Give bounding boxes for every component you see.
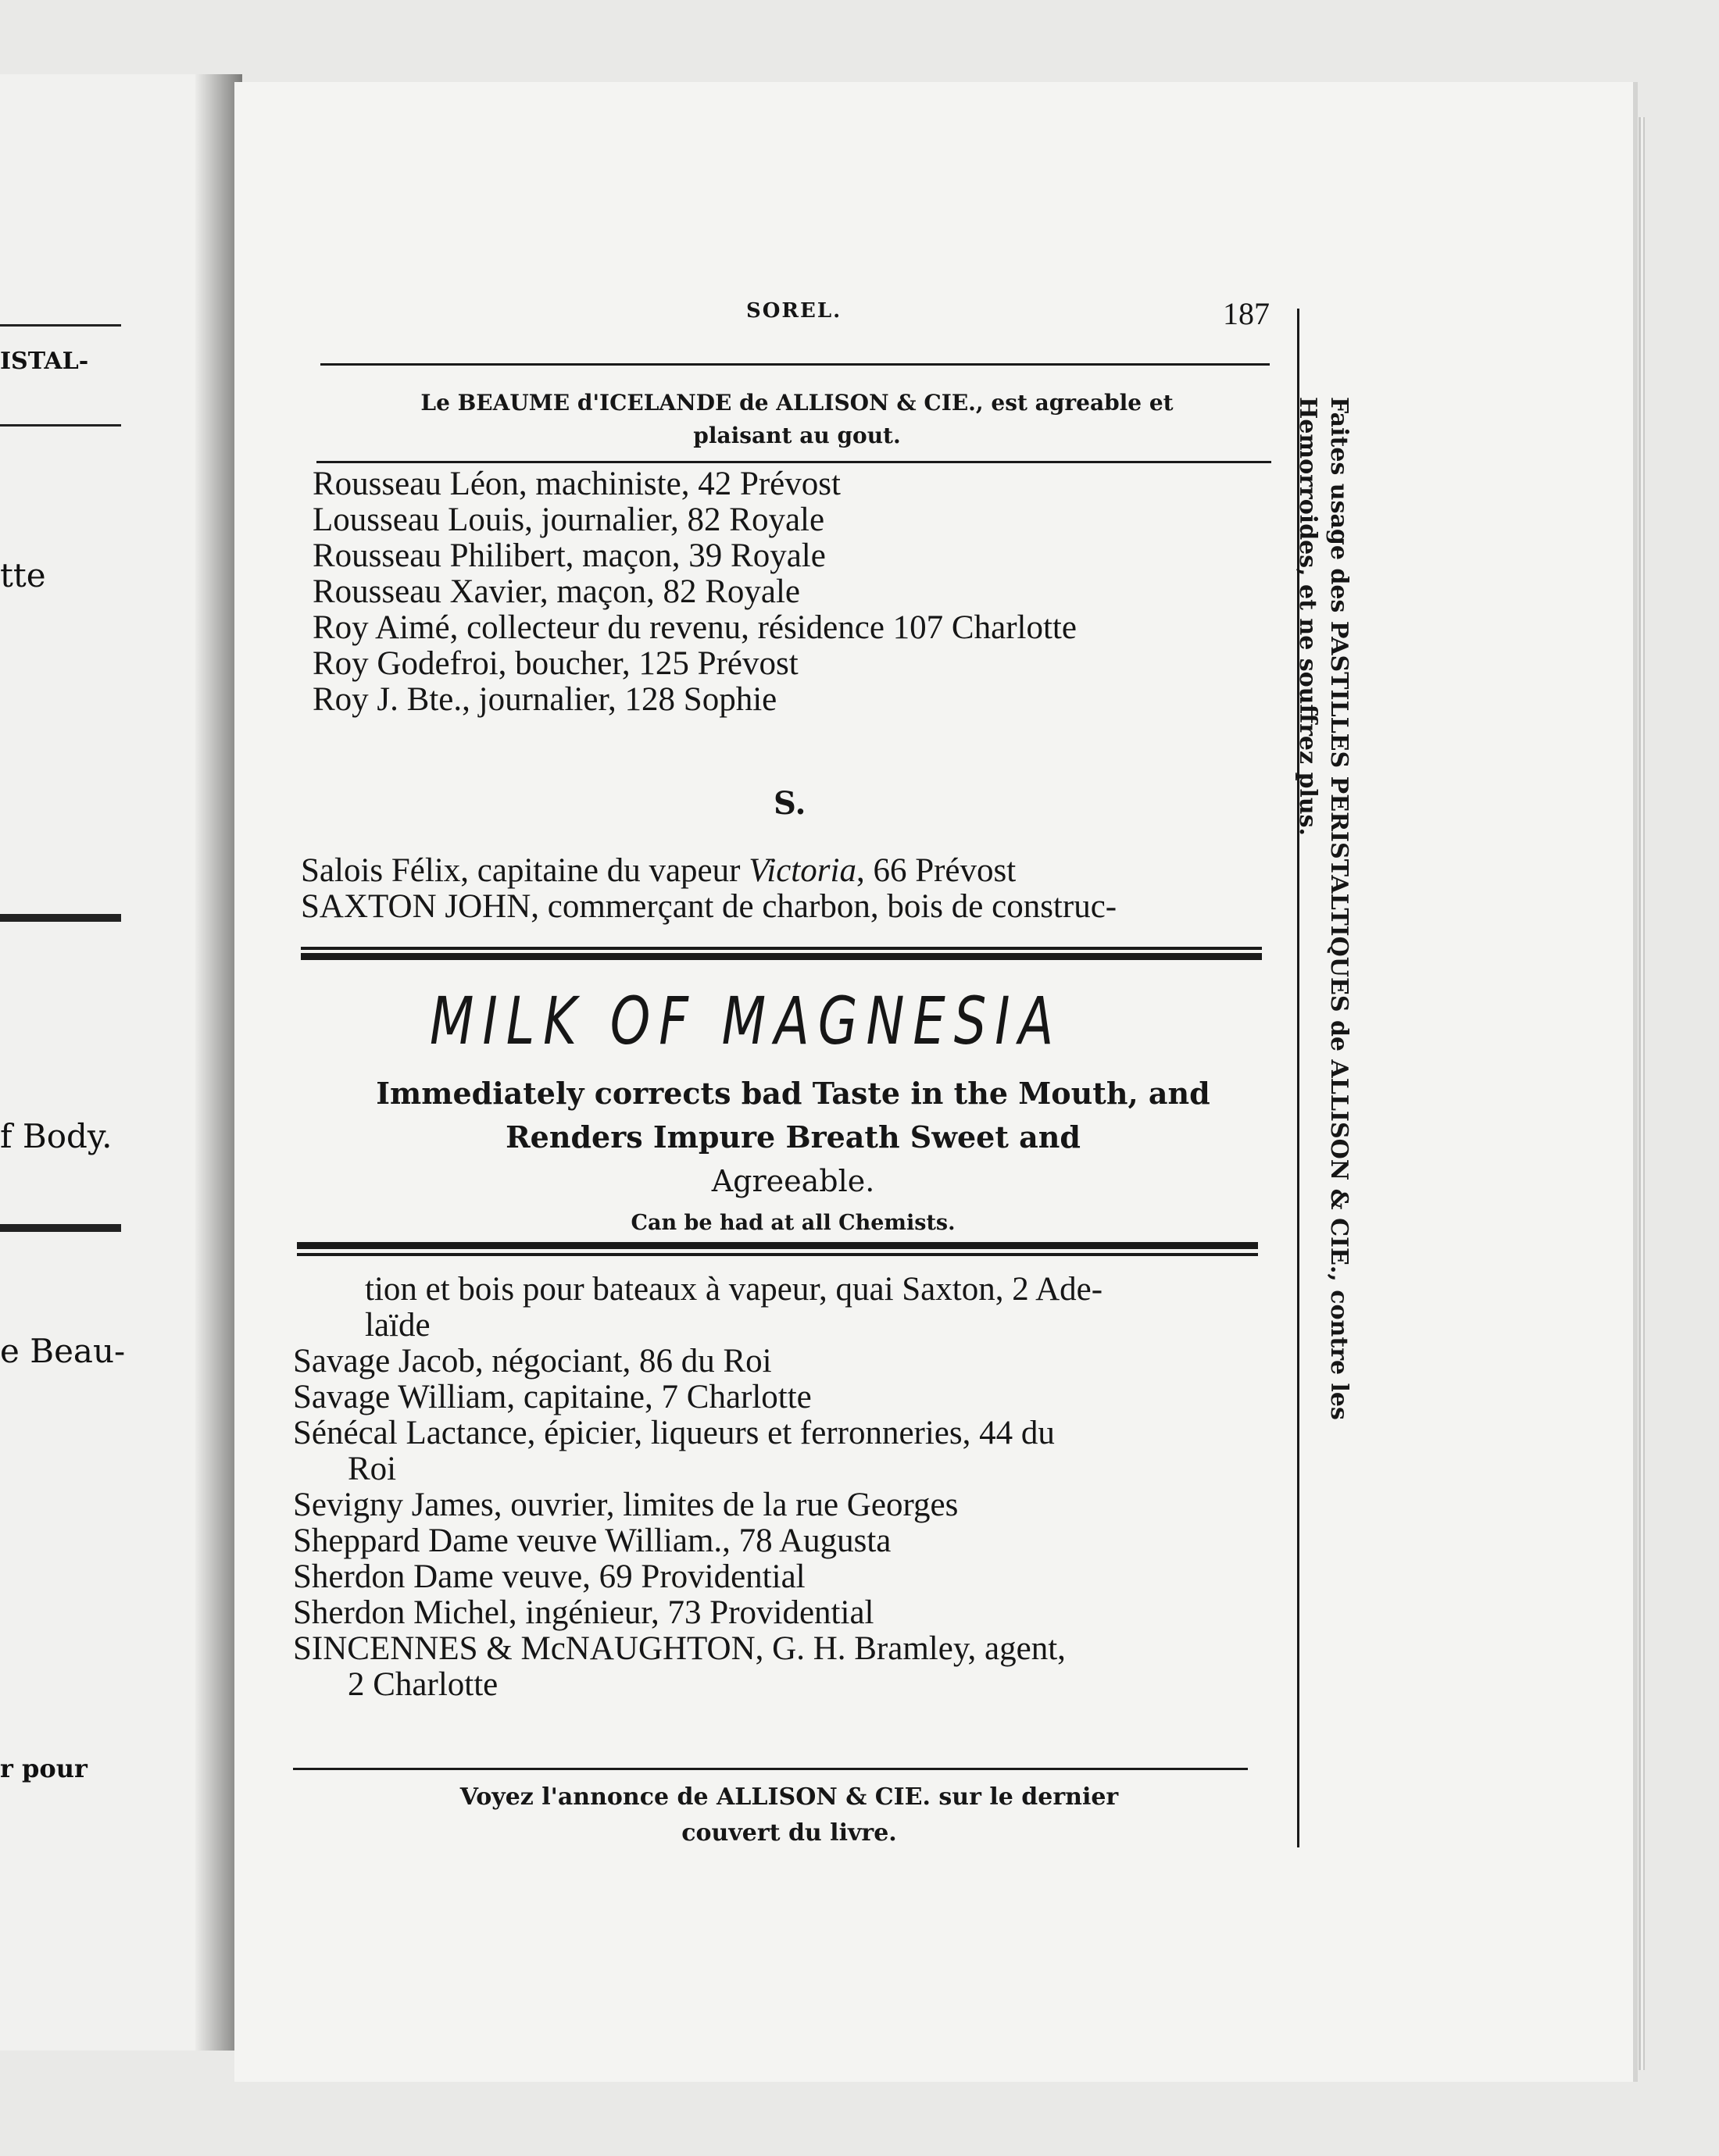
ad-rule-double	[297, 1242, 1258, 1249]
bottom-advertisement	[313, 1779, 1266, 1851]
top-ad-rule	[316, 461, 1271, 463]
section-heading: S.	[774, 785, 806, 822]
directory-entry: Savage William, capitaine, 7 Charlotte	[293, 1379, 812, 1415]
left-page-fragment: ISTAL-	[0, 348, 89, 375]
left-page-fragment: r pour	[0, 1754, 88, 1783]
directory-entry: SINCENNES & McNAUGHTON, G. H. Bramley, agent, 2 Charlotte	[293, 1630, 1066, 1703]
left-page-rule	[0, 424, 121, 427]
left-page-fragment: f Body.	[0, 1117, 113, 1155]
milk-ad-line: Renders Impure Breath Sweet and	[506, 1119, 1081, 1155]
directory-entry: Rousseau Xavier, maçon, 82 Royale	[313, 573, 801, 610]
left-page-rule	[0, 1224, 121, 1232]
left-page-fragment: tte	[0, 556, 46, 594]
ad-rule-double	[297, 1253, 1258, 1256]
page-number: 187	[1223, 296, 1270, 331]
milk-of-magnesia-title: MILK OF MAGNESIA	[430, 983, 1063, 1059]
header-rule	[320, 363, 1270, 366]
directory-entry: Sherdon Dame veuve, 69 Providential	[293, 1558, 806, 1595]
directory-entry: tion et bois pour bateaux à vapeur, quai Saxton, 2 Ade- laïde	[365, 1271, 1103, 1344]
directory-entry: Lousseau Louis, journalier, 82 Royale	[313, 502, 825, 538]
directory-entry: Sénécal Lactance, épicier, liqueurs et ferronneries, 44 du Roi	[293, 1415, 1055, 1487]
directory-entry: Sheppard Dame veuve William., 78 Augusta	[293, 1522, 892, 1559]
left-page-rule	[0, 324, 121, 327]
top-ad-line: Le BEAUME d'ICELANDE de ALLISON & CIE., est agreable et	[420, 390, 1174, 416]
directory-entry: Rousseau Léon, machiniste, 42 Prévost	[313, 466, 841, 502]
bottom-ad-line: Voyez l'annonce de ALLISON & CIE. sur le dernier	[459, 1783, 1119, 1811]
milk-ad-footer: Can be had at all Chemists.	[631, 1211, 956, 1235]
directory-entry: Savage Jacob, négociant, 86 du Roi	[293, 1343, 772, 1380]
directory-entry: Salois Félix, capitaine du vapeur Victoria, 66 Prévost	[301, 852, 1017, 889]
top-ad-line: plaisant au gout.	[693, 423, 901, 448]
left-page-rule	[0, 914, 121, 922]
directory-entry: Rousseau Philibert, maçon, 39 Royale	[313, 537, 826, 574]
directory-entry: Sherdon Michel, ingénieur, 73 Providential	[293, 1594, 874, 1631]
milk-ad-line: Immediately corrects bad Taste in the Mouth, and	[376, 1076, 1210, 1111]
ad-rule-double	[301, 953, 1262, 960]
directory-entry: Roy Godefroi, boucher, 125 Prévost	[313, 645, 799, 682]
directory-entry: SAXTON JOHN, commerçant de charbon, bois de construc-	[301, 888, 1117, 925]
milk-of-magnesia-text	[309, 1072, 1278, 1203]
directory-entries-r	[313, 466, 1281, 718]
directory-entry: Roy Aimé, collecteur du revenu, résidence 107 Charlotte	[313, 609, 1077, 646]
directory-entry: Roy J. Bte., journalier, 128 Sophie	[313, 681, 777, 718]
footer-rule	[293, 1768, 1248, 1770]
vessel-name: Victoria	[749, 852, 856, 889]
side-ad-line: Faites usage des PASTILLES PERISTALTIQUES de ALLISON & CIE., contre les	[1325, 397, 1353, 1420]
running-title: SOREL.	[746, 299, 842, 323]
ad-rule-double	[301, 947, 1262, 950]
directory-entries-s-top	[301, 853, 1285, 925]
directory-entries-s-bottom	[293, 1272, 1293, 1703]
bottom-ad-line: couvert du livre.	[681, 1819, 897, 1847]
side-advertisement	[1294, 397, 1353, 1764]
milk-ad-line: Agreeable.	[711, 1164, 875, 1198]
left-page-fragment: e Beau-	[0, 1332, 126, 1370]
top-advertisement	[328, 387, 1266, 452]
side-ad-line: Hemorroides, et ne souffrez plus.	[1294, 397, 1321, 837]
directory-entry: Sevigny James, ouvrier, limites de la rue Georges	[293, 1487, 959, 1523]
